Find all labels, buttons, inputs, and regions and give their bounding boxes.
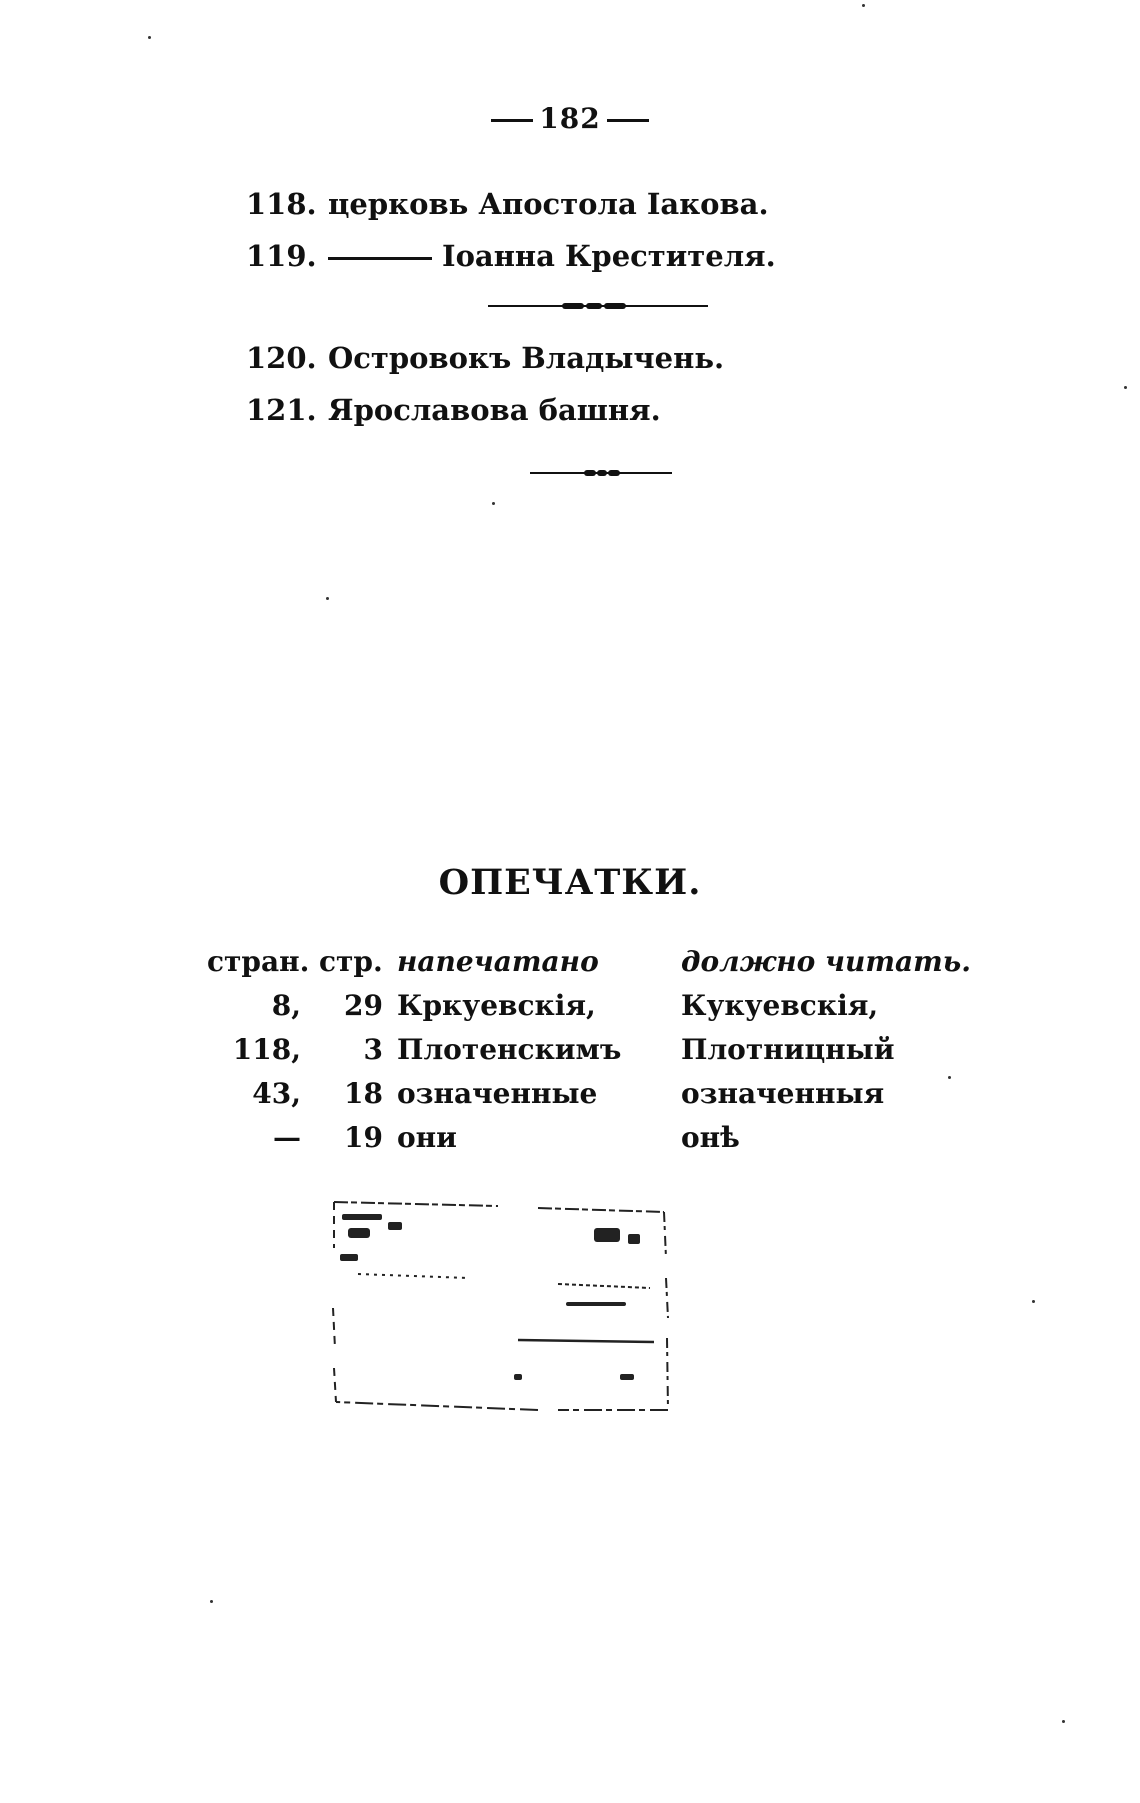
errata-printed: означенные <box>397 1077 598 1110</box>
errata-row <box>205 1116 945 1160</box>
errata-page: 8, <box>271 989 301 1022</box>
errata-row <box>205 1028 945 1072</box>
ornament-divider <box>488 303 708 309</box>
header-page: стран. <box>207 945 310 978</box>
errata-row <box>205 984 945 1028</box>
page-number-dash-right <box>607 119 649 122</box>
library-stamp <box>328 1188 676 1416</box>
errata-page: 118, <box>232 1033 301 1066</box>
toc-item <box>246 178 946 230</box>
toc-item-text: Ярославова башня. <box>328 393 661 427</box>
errata-row <box>205 1072 945 1116</box>
errata-table <box>205 940 972 1160</box>
page-number <box>0 102 1140 135</box>
errata-line: 29 <box>344 989 383 1022</box>
page-number-dash-left <box>491 119 533 122</box>
toc-item <box>246 230 946 282</box>
toc-item-text: церковь Апостола Іакова. <box>328 187 769 221</box>
errata-printed: Кркуевскія, <box>397 989 596 1022</box>
errata-line: 3 <box>363 1033 383 1066</box>
errata-should-read: онѣ <box>681 1121 740 1154</box>
page-number-text: 182 <box>539 102 601 135</box>
errata-page: — <box>273 1121 301 1154</box>
toc-item-number: 121. <box>246 393 317 427</box>
errata-line: 19 <box>344 1121 383 1154</box>
toc-item <box>246 332 946 384</box>
toc-list-group-2 <box>246 332 946 436</box>
errata-page: 43, <box>252 1077 301 1110</box>
header-printed: напечатано <box>397 945 599 978</box>
toc-item-number: 118. <box>246 187 317 221</box>
header-line: стр. <box>319 945 383 978</box>
toc-list-group-1 <box>246 178 946 282</box>
toc-item <box>246 384 946 436</box>
toc-item-text: Островокъ Владычень. <box>328 341 725 375</box>
toc-item-text: Іоанна Крестителя. <box>442 239 776 273</box>
toc-item-number: 120. <box>246 341 317 375</box>
toc-item-number: 119. <box>246 239 317 273</box>
errata-should-read: означенныя <box>681 1077 885 1110</box>
errata-printed: они <box>397 1121 457 1154</box>
ornament-divider-end <box>530 470 672 476</box>
errata-line: 18 <box>344 1077 383 1110</box>
errata-title: ОПЕЧАТКИ. <box>438 862 702 903</box>
errata-should-read: Кукуевскія, <box>681 989 879 1022</box>
ditto-dash <box>328 257 432 260</box>
errata-should-read: Плотницный <box>681 1033 895 1066</box>
errata-header-row <box>205 940 972 984</box>
errata-printed: Плотенскимъ <box>397 1033 622 1066</box>
header-should-read: должно читать. <box>681 945 972 978</box>
